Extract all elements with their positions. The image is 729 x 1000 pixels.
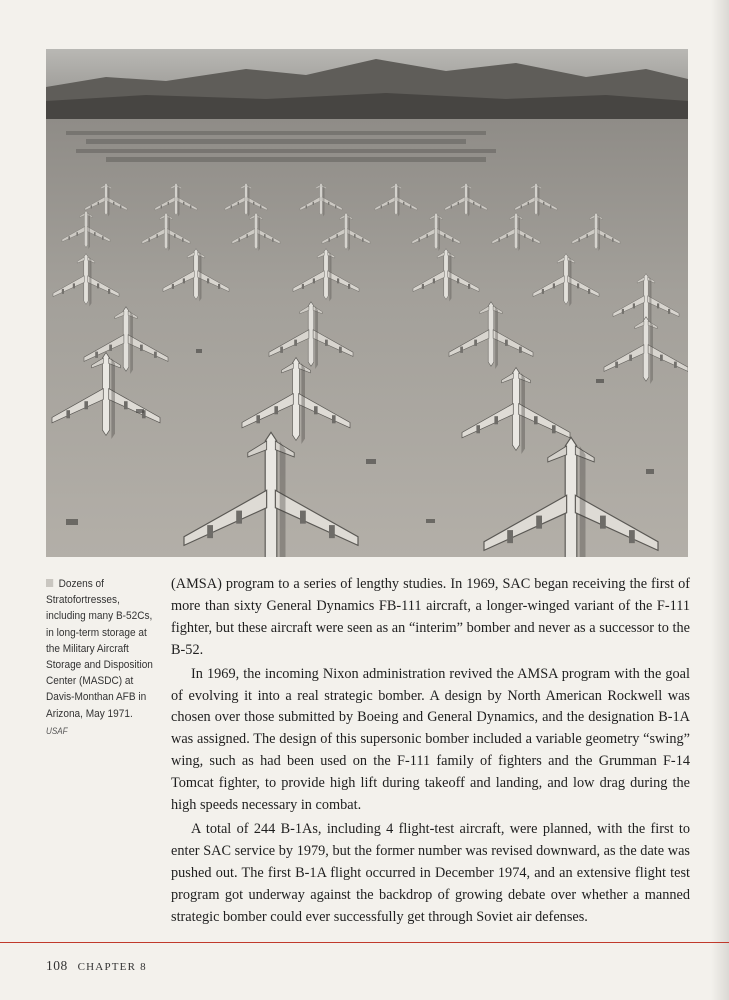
footer-rule [0,942,729,943]
page-number: 108 [46,958,68,973]
caption-bullet [46,579,53,587]
paragraph-1: (AMSA) program to a series of lengthy studies. In 1969, SAC began receiving the first of more than sixty General Dynamics FB-111 aircraft, a longer-winged variant of the F-111 fighter, but these aircraft were seen as an “interim” bomber and never as a successor to the B-52. [171,576,690,658]
chapter-label: CHAPTER 8 [77,961,147,973]
page-edge-shadow [711,0,729,1000]
photo-credit: USAF [46,725,68,736]
caption-text: Dozens of Stratofortresses, including many B-52Cs, in long-term storage at the Military Aircraft Storage and Disposition Center (MASDC) at Davis-Monthan AFB in Arizona, May 1971. [46,578,153,720]
photo-caption [46,576,158,739]
aircraft-storage-photo [46,49,688,557]
paragraph-3: A total of 244 B-1As, including 4 flight-test aircraft, were planned, with the first to enter SAC service by 1979, but the former number was revised downward, as the date was pushed out. The first B-1A flight occurred in December 1974, and an extensive flight test program got underway against the backdrop of growing debate over whether a manned strategic bomber could ever successfully get through Soviet air defenses. [171,820,690,925]
page-footer [46,958,147,974]
body-text [171,574,690,929]
paragraph-2: In 1969, the incoming Nixon administration revived the AMSA program with the goal of evolving it into a real strategic bomber. A design by North American Rockwell was chosen over those submitted by Boeing and General Dynamics, and the designation B-1A was assigned. The design of this supersonic bomber included a variable geometry “swing” wing, such as had been used on the F-111 family of fighters and the Grumman F-14 Tomcat fighter, to provide high lift during takeoff and landing, and low drag during the high speeds necessary in combat. [171,665,690,814]
